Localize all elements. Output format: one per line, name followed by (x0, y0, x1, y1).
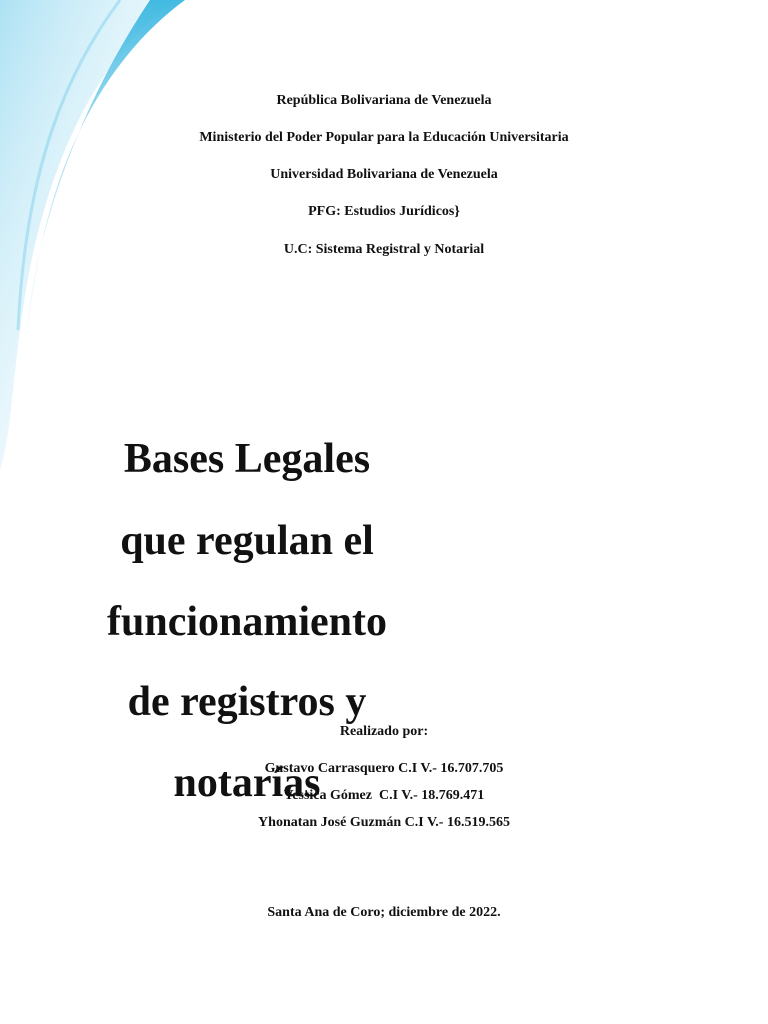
title-line-3: funcionamiento (106, 599, 387, 645)
author-1: Gustavo Carrasquero C.I V.- 16.707.705 (264, 761, 504, 776)
header-ministry: Ministerio del Poder Popular para la Educación Universitaria (199, 130, 569, 145)
authors-label: Realizado por: (339, 724, 429, 739)
footer-place-date: Santa Ana de Coro; diciembre de 2022. (267, 905, 501, 920)
author-2: Yessica Gómez C.I V.- 18.769.471 (283, 788, 485, 803)
title-line-4: de registros y (127, 679, 367, 725)
title-line-5: notarías (173, 760, 321, 806)
header-republic: República Bolivariana de Venezuela (276, 93, 492, 108)
author-3: Yhonatan José Guzmán C.I V.- 16.519.565 (258, 815, 510, 830)
header-university: Universidad Bolivariana de Venezuela (270, 167, 498, 182)
title-line-1: Bases Legales (123, 436, 371, 482)
title-line-2: que regulan el (120, 518, 374, 564)
header-program: PFG: Estudios Jurídicos} (308, 204, 460, 219)
header-course: U.C: Sistema Registral y Notarial (283, 242, 485, 257)
